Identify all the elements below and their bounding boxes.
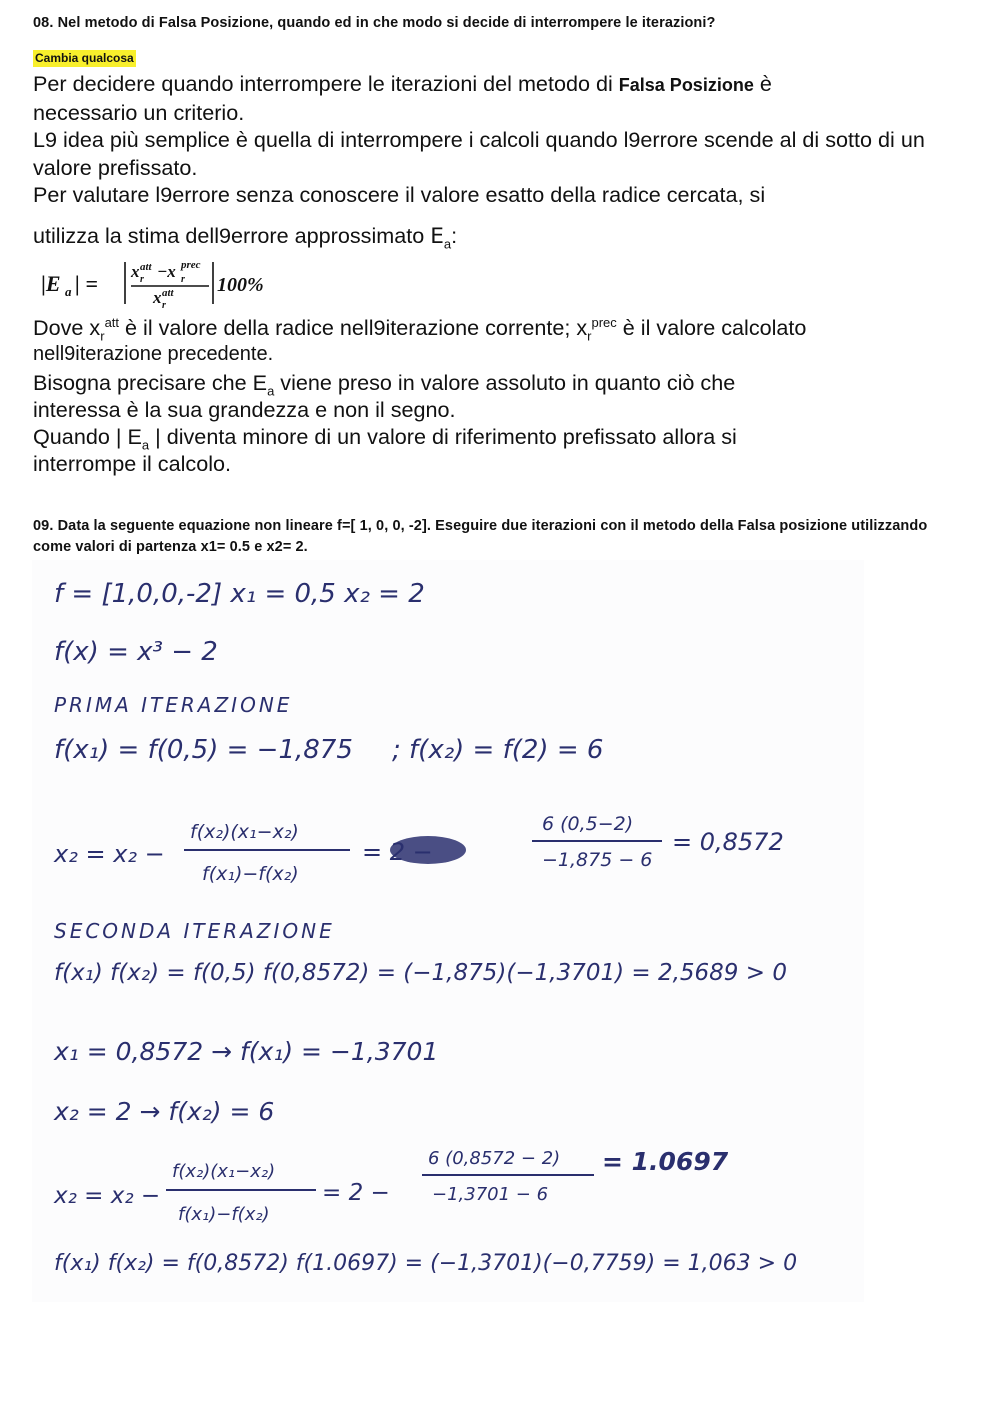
hw-line-5-num: f(x₂)(x₁−x₂) bbox=[190, 821, 299, 843]
formula-num-sup2: prec bbox=[181, 259, 201, 272]
hw-line-4a: f(x₁) = f(0,5) = −1,875 bbox=[54, 735, 353, 765]
formula-den-sup: att bbox=[162, 287, 174, 300]
hw-line-9: x₂ = 2 → f(x₂) = 6 bbox=[54, 1097, 275, 1126]
paragraph-6: Bisogna precisare che $E_a$ viene preso in valore assoluto in quanto ciò che bbox=[33, 369, 736, 398]
hw-line-5-den2: −1,875 − 6 bbox=[542, 849, 653, 871]
hw-line-2: f(x) = x³ − 2 bbox=[54, 637, 218, 667]
svg-text:|E: |E bbox=[41, 271, 61, 297]
formula-lhs-end: | = bbox=[75, 271, 98, 297]
hw-line-10b: = 2 − bbox=[322, 1180, 390, 1206]
hw-line-5a: x₂ = x₂ − bbox=[54, 840, 165, 868]
paragraph-3: Per valutare l9errore senza conoscere il valore esatto della radice cercata, si bbox=[33, 181, 766, 207]
formula-num-sup1: att bbox=[140, 261, 152, 274]
hw-line-8: x₁ = 0,8572 → f(x₁) = −1,3701 bbox=[54, 1037, 439, 1066]
hw-line-10-den2: −1,3701 − 6 bbox=[432, 1184, 549, 1205]
hw-line-5c: = 0,8572 bbox=[672, 828, 784, 856]
paragraph-6-cont: interessa è la sua grandezza e non il segno. bbox=[33, 396, 456, 422]
hw-line-10-den: f(x₁)−f(x₂) bbox=[178, 1204, 270, 1225]
paragraph-1: Per decidere quando interrompere le iterazioni del metodo di Falsa Posizione è bbox=[33, 71, 772, 96]
formula-num-minus: −x bbox=[157, 262, 176, 282]
question-08-title: 08. Nel metodo di Falsa Posizione, quando ed in che modo si decide di interrompere le iterazioni? bbox=[33, 15, 716, 31]
hw-line-10-num: f(x₂)(x₁−x₂) bbox=[172, 1161, 276, 1182]
hw-line-4b: ; f(x₂) = f(2) = 6 bbox=[392, 735, 604, 765]
answer-08 bbox=[33, 70, 973, 477]
formula-num-sub2: r bbox=[181, 274, 185, 286]
paragraph-2: L9 idea più semplice è quella di interrompere i calcoli quando l9errore scende al di sotto di un valore prefissato. bbox=[33, 127, 925, 180]
formula-pct: 100% bbox=[217, 274, 264, 297]
formula-den-x: x bbox=[153, 288, 162, 308]
paragraph-7: Quando | $E_a$ | diventa minore di un valore di riferimento prefissato allora si bbox=[33, 424, 737, 453]
hw-line-7: f(x₁) f(x₂) = f(0,5) f(0,8572) = (−1,875)(−1,3701) = 2,5689 > 0 bbox=[54, 960, 787, 986]
question-09-title: 09. Data la seguente equazione non lineare f=[ 1, 0, 0, -2]. Eseguire due iterazioni con il metodo della Falsa posizione utilizzando come valori di partenza x1= 0.5 e x2= 2. bbox=[33, 518, 928, 555]
formula-num-sub1: r bbox=[140, 274, 144, 286]
error-formula bbox=[39, 254, 973, 314]
formula-num-x: x bbox=[131, 262, 140, 282]
paragraph-5: Dove $x_r^{att}$ è il valore della radice nell9iterazione corrente; $x_r^{prec}$ è il valore calcolato bbox=[33, 315, 807, 344]
hw-line-3: PRIMA ITERAZIONE bbox=[54, 693, 293, 717]
handwritten-solution-image bbox=[32, 560, 864, 1302]
hw-line-5-num2: 6 (0,5−2) bbox=[542, 813, 634, 835]
paragraph-1-cont: necessario un criterio. bbox=[33, 100, 245, 126]
highlight-tag: Cambia qualcosa bbox=[35, 51, 134, 65]
formula-den-sub: r bbox=[162, 300, 166, 312]
hw-line-6: SECONDA ITERAZIONE bbox=[54, 919, 335, 943]
formula-lhs: E bbox=[45, 271, 61, 297]
hw-line-1: f = [1,0,0,-2] x₁ = 0,5 x₂ = 2 bbox=[54, 579, 425, 609]
hw-line-10-num2: 6 (0,8572 − 2) bbox=[428, 1148, 561, 1169]
hw-line-5-den: f(x₁)−f(x₂) bbox=[202, 863, 299, 885]
paragraph-7-cont: interrompe il calcolo. bbox=[33, 451, 232, 477]
paragraph-4: utilizza la stima dell9errore approssimato $E_a$: bbox=[33, 223, 458, 252]
hw-line-5b: = 2 − bbox=[362, 838, 433, 866]
hw-line-11: f(x₁) f(x₂) = f(0,8572) f(1.0697) = (−1,3701)(−0,7759) = 1,063 > 0 bbox=[54, 1251, 798, 1276]
hw-line-10c: = 1.0697 bbox=[602, 1147, 729, 1176]
hw-line-10a: x₂ = x₂ − bbox=[54, 1183, 161, 1209]
bold-term: Falsa Posizione bbox=[618, 75, 754, 95]
paragraph-5-cont: nell9iterazione precedente. bbox=[33, 343, 274, 366]
formula-lhs-sub: a bbox=[65, 284, 72, 300]
